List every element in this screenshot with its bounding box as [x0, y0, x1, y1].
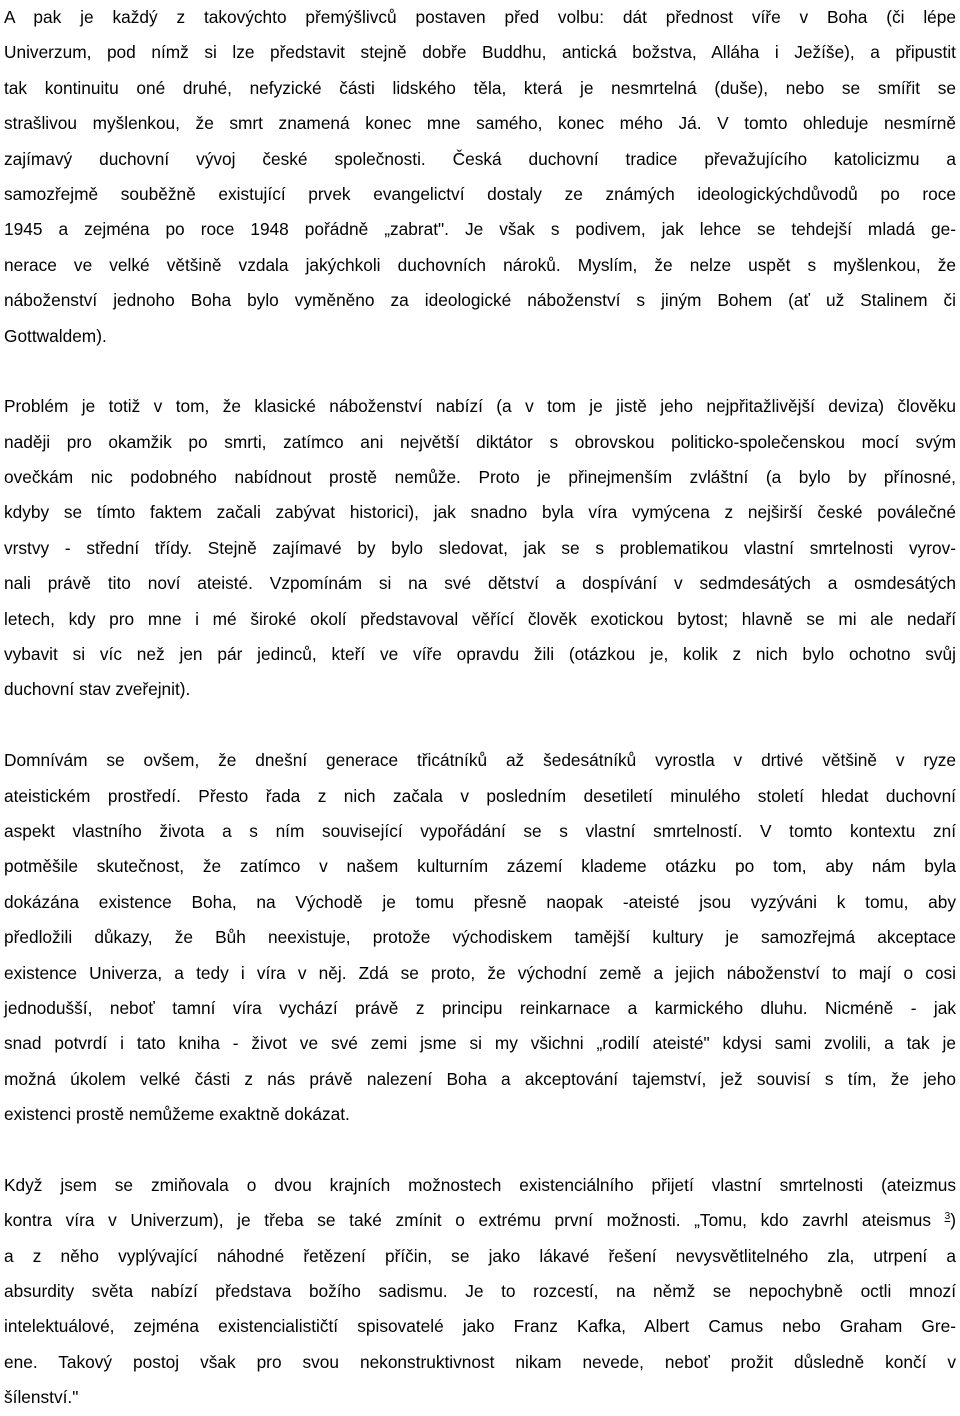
text-line: šílenství.": [4, 1387, 79, 1408]
text-line: potměšile skutečnost, že zatímco v našem kulturním zázemí klademe otázku po tom, aby nám byla: [4, 856, 956, 877]
footnote-closing-paren: ): [950, 1210, 956, 1231]
text-line: ovečkám nic podobného nabídnout prostě nemůže. Proto je přinejmenším zvláštní (a bylo by přínosné,: [4, 467, 956, 488]
text-line: strašlivou myšlenkou, že smrt znamená konec mne samého, konec mého Já. V tomto ohleduje nesmírně: [4, 113, 956, 134]
paragraph-4: [4, 1168, 956, 1416]
text-line: jednodušší, neboť tamní víra vychází právě z principu reinkarnace a karmického dluhu. Nicméně - jak: [4, 997, 956, 1018]
text-line: duchovní stav zveřejnit).: [4, 679, 191, 700]
text-line: intelektuálové, zejména existencialističtí spisovatelé jako Franz Kafka, Albert Camus nebo Graham Gre-: [4, 1316, 956, 1337]
footnote-ref-link[interactable]: 3: [944, 1211, 951, 1223]
text-line: aspekt vlastního života a s ním související vypořádání se s vlastní smrtelností. V tomto kontextu zní: [4, 820, 956, 841]
text-line: kdyby se tímto faktem začali zabývat historici), jak snadno byla víra vymýcena z nejširší české poválečné: [4, 502, 956, 523]
text-line: vrstvy - střední třídy. Stejně zajímavé by bylo sledovat, jak se s problematikou vlastní smrtelnosti vyrov-: [4, 537, 956, 558]
text-line: existenci prostě nemůžeme exaktně dokázat.: [4, 1104, 350, 1125]
text-segment: kontra víra v Univerzum), je třeba se také zmínit o extrému první možnosti. „Tomu, kdo zavrhl ateismus: [4, 1210, 932, 1231]
text-line: ene. Takový postoj však pro svou nekonstruktivnost nikam nevede, neboť prožit důsledně končí v: [4, 1351, 956, 1372]
text-line: existence Univerza, a tedy i víra v něj. Zdá se proto, že východní země a jejich náboženství to mají o cosi: [4, 962, 956, 983]
text-line: ateistickém prostředí. Přesto řada z nich začala v posledním desetiletí minulého století hledat duchovní: [4, 785, 956, 806]
text-line: tak kontinuitu oné druhé, nefyzické části lidského těla, která je nesmrtelná (duše), nebo se smířit se: [4, 77, 956, 98]
text-line: předložili důkazy, že Bůh neexistuje, protože východiskem tamější kultury je samozřejmá akceptace: [4, 927, 956, 948]
text-line: zajímavý duchovní vývoj české společnosti. Česká duchovní tradice převažujícího katolicizmu a: [4, 148, 956, 169]
paragraph-gap: [4, 1133, 956, 1168]
text-line: nerace ve velké většině vzdala jakýchkoli duchovních nároků. Myslím, že nelze uspět s myšlenkou, že: [4, 254, 956, 275]
text-line: A pak je každý z takovýchto přemýšlivců postaven před volbu: dát přednost víře v Boha (či lépe: [4, 7, 956, 27]
text-line: náboženství jednoho Boha bylo vyměněno za ideologické náboženství s jiným Bohem (ať už Stalinem či: [4, 290, 956, 311]
text-line: vybavit si víc než jen pár jedinců, kteří ve víře opravdu žili (otázkou je, kolik z nich bylo ochotno svůj: [4, 644, 956, 665]
text-line: samozřejmě souběžně existující prvek evangelictví dostaly ze známých ideologickýchdůvodů po roce: [4, 183, 956, 204]
text-line-with-footnote: [4, 1203, 956, 1238]
paragraph-gap: [4, 354, 956, 389]
paragraph-3: [4, 743, 956, 1132]
paragraph-1: [4, 0, 956, 354]
text-line: Když jsem se zmiňovala o dvou krajních možnostech existenciálního přijetí vlastní smrtelnosti (ateizmus: [4, 1174, 956, 1195]
text-line: Gottwaldem).: [4, 325, 107, 346]
text-line: naději pro okamžik po smrti, zatímco ani největší diktátor s obrovskou politicko-společenskou mocí svým: [4, 431, 956, 452]
text-line: absurdity světa nabízí představa božího sadismu. Je to rozcestí, na němž se nepochybně octli mnozí: [4, 1281, 956, 1302]
text-line: 1945 a zejména po roce 1948 pořádně „zabrat". Je však s podivem, jak lehce se tehdejší mladá ge-: [4, 219, 956, 240]
text-line: Domnívám se ovšem, že dnešní generace třicátníků až šedesátníků vyrostla v drtivé většině v ryze: [4, 750, 956, 771]
text-line: a z něho vyplývající náhodné řetězení příčin, se jako lákavé řešení nevysvětlitelného zla, utrpení a: [4, 1245, 956, 1266]
text-line: nali právě tito noví ateisté. Vzpomínám si na své dětství a dospívání v sedmdesátých a osmdesátých: [4, 573, 956, 594]
text-line: letech, kdy pro mne i mé široké okolí představoval věřící člověk exotickou bytost; hlavně se mi ale nedaří: [4, 608, 956, 629]
text-line: snad potvrdí i tato kniha - život ve své zemi jsme si my všichni „rodilí ateisté" kdysi sami zvolili, a tak je: [4, 1033, 956, 1054]
paragraph-2: [4, 389, 956, 708]
text-line: dokázána existence Boha, na Východě je tomu přesně naopak -ateisté jsou vyzýváni k tomu, aby: [4, 891, 956, 912]
text-line: Problém je totiž v tom, že klasické náboženství nabízí (a v tom je jistě jeho nejpřitažlivější deviza) člověku: [4, 396, 956, 417]
text-line: Univerzum, pod nímž si lze představit stejně dobře Buddhu, antická božstva, Alláha i Ježíše), a připustit: [4, 42, 956, 63]
paragraph-gap: [4, 708, 956, 743]
text-line: možná úkolem velké části z nás právě nalezení Boha a akceptování tajemství, jež souvisí s tím, že jeho: [4, 1068, 956, 1089]
